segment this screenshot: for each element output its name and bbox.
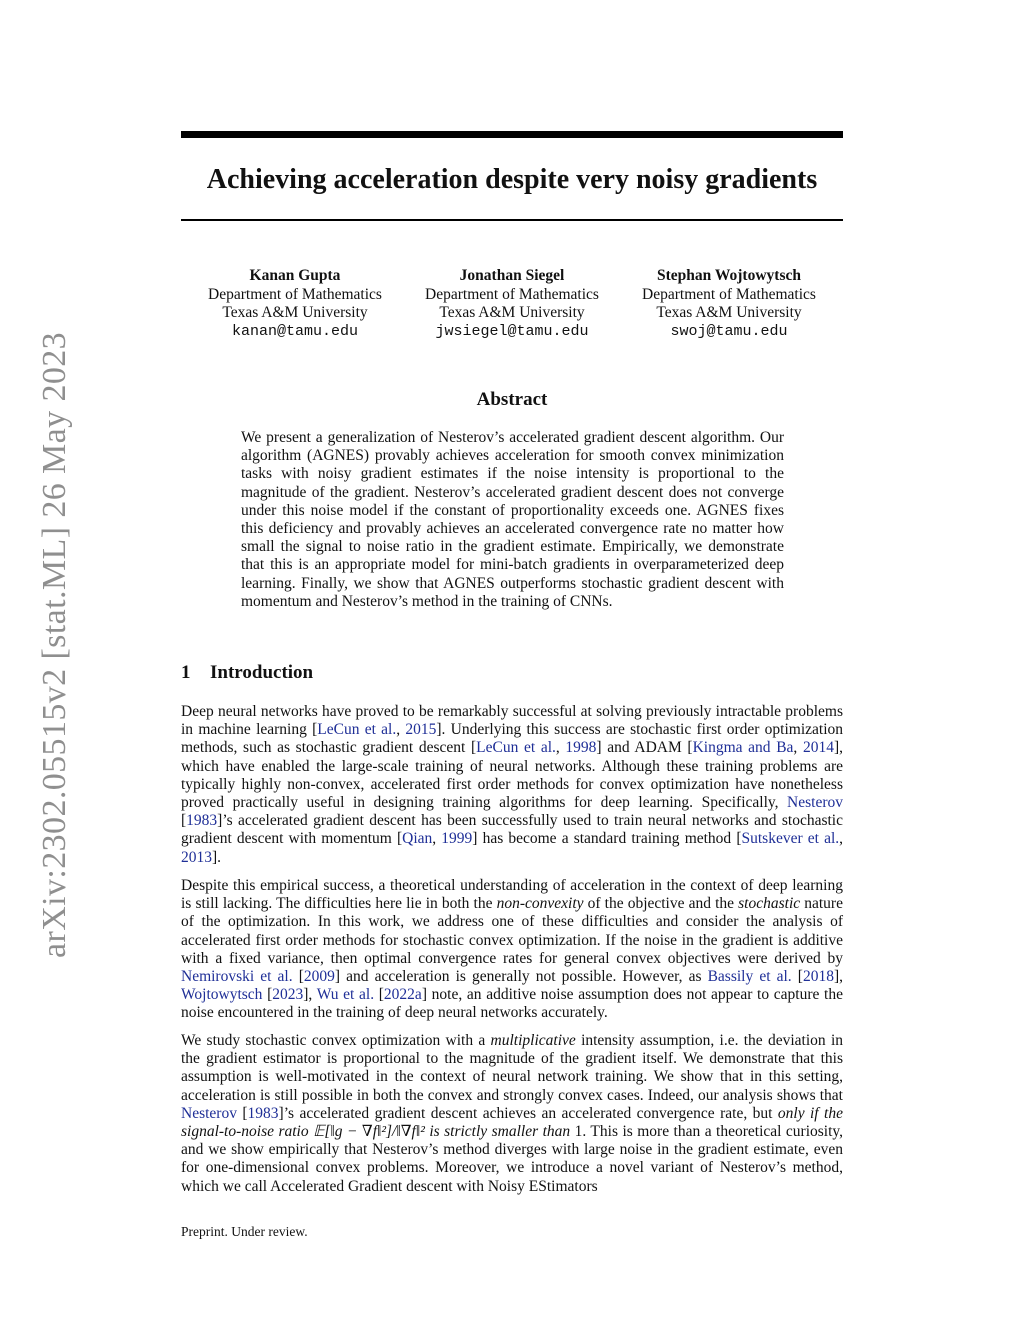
intro-paragraph bbox=[181, 703, 843, 867]
text-run: [ bbox=[236, 1104, 248, 1122]
abstract-text: We present a generalization of Nesterov’s accelerated gradient descent algorithm. Our algorithm (AGNES) provably achieves acceleration for smooth convex minimization tasks with noisy gradient estimates if the noise intensity is proportional to the magnitude of the gradient. Nesterov’s accelerated gradient descent does not converge under this noise model if the constant of proportionality exceeds one. AGNES fixes this deficiency and provably achieves an accelerated convergence rate no matter how small the signal to noise ratio in the gradient estimate. Empirically, we demonstrate that this is an appropriate model for mini-batch gradients in overparameterized deep learning. Finally, we show that AGNES outperforms stochastic gradient descent with momentum and Nesterov’s method in the training of CNNs. bbox=[241, 429, 784, 610]
citation-link[interactable]: Nesterov bbox=[181, 1104, 237, 1122]
text-run: [ bbox=[262, 986, 273, 1004]
author-university: Texas A&M University bbox=[656, 304, 802, 321]
footer-note: Preprint. Under review. bbox=[181, 1224, 308, 1239]
text-run: ], which have enabled the large-scale training of neural networks. Although these training problems are typically highly non-convex, accelerated first order methods for convex optimization have nonetheless proved practically useful in designing training algorithms for deep learning. Specifically, bbox=[181, 739, 843, 812]
citation-link[interactable]: LeCun et al. bbox=[476, 739, 556, 757]
text-run: ]. bbox=[212, 848, 222, 866]
text-run: Despite this empirical success, a theoretical understanding of acceleration in the context of deep learning is still lacking. The difficulties here lie in both the bbox=[181, 877, 843, 913]
citation-link[interactable]: 2015 bbox=[405, 721, 437, 739]
author-block bbox=[412, 267, 612, 341]
author-university: Texas A&M University bbox=[439, 304, 585, 321]
emphasis-text: multiplicative bbox=[490, 1032, 576, 1049]
citation-link[interactable]: Nesterov bbox=[787, 794, 843, 812]
author-department: Department of Mathematics bbox=[425, 285, 599, 303]
citation-link[interactable]: Sutskever et al. bbox=[741, 830, 840, 848]
text-run: [ bbox=[791, 968, 803, 986]
citation-link[interactable]: 1999 bbox=[441, 830, 473, 848]
text-run: ]’s accelerated gradient descent has been successfully used to train neural networks and stochastic gradient descent with momentum [ bbox=[181, 812, 843, 848]
text-run: ] and acceleration is generally not possible. However, as bbox=[334, 968, 708, 986]
text-run: [ bbox=[292, 968, 304, 986]
text-run: ] has become a standard training method [ bbox=[472, 830, 742, 848]
abstract-heading: Abstract bbox=[476, 389, 548, 410]
author-department: Department of Mathematics bbox=[208, 285, 382, 303]
citation-link[interactable]: 2018 bbox=[802, 968, 834, 986]
text-run: , bbox=[555, 739, 566, 757]
section-number: 1 bbox=[181, 662, 191, 683]
text-run: [ bbox=[181, 812, 187, 830]
text-run: , bbox=[839, 830, 843, 848]
intro-paragraph bbox=[181, 877, 843, 1023]
emphasis-text: stochastic bbox=[738, 895, 801, 913]
author-department: Department of Mathematics bbox=[642, 285, 816, 303]
text-run: . This is more than a theoretical curiosity, and we show empirically that Nesterov’s method diverges with large noise in the gradient estimate, even for one-dimensional convex problems. Moreover, we introduce a novel variant of Nesterov’s method, which we call Accelerated Gradient descent with Noisy EStimators bbox=[181, 1123, 844, 1195]
emphasis-text: non-convexity bbox=[496, 895, 584, 913]
citation-link[interactable]: Wojtowytsch bbox=[181, 986, 263, 1004]
author-university: Texas A&M University bbox=[222, 304, 368, 321]
text-run: , bbox=[432, 830, 442, 848]
text-run: of the objective and the bbox=[583, 895, 739, 913]
author-email: kanan@tamu.edu bbox=[231, 322, 359, 340]
author-name: Stephan Wojtowytsch bbox=[657, 267, 801, 284]
citation-link[interactable]: 2022a bbox=[383, 986, 422, 1004]
citation-link[interactable]: Nemirovski et al. bbox=[181, 968, 293, 986]
citation-link[interactable]: Qian bbox=[402, 830, 433, 848]
author-name: Jonathan Siegel bbox=[459, 267, 565, 284]
intro-paragraph bbox=[181, 1032, 843, 1196]
citation-link[interactable]: 2023 bbox=[272, 986, 304, 1004]
text-run: ]’s accelerated gradient descent achieves an accelerated convergence rate, but bbox=[278, 1104, 778, 1122]
author-name: Kanan Gupta bbox=[249, 267, 341, 284]
author-block bbox=[629, 267, 829, 341]
citation-link[interactable]: 1998 bbox=[565, 739, 597, 757]
citation-link[interactable]: 2009 bbox=[303, 968, 335, 986]
math-expression: 1 bbox=[574, 1123, 583, 1141]
citation-link[interactable]: LeCun et al. bbox=[317, 721, 397, 739]
section-heading bbox=[181, 661, 313, 685]
citation-link[interactable]: 1983 bbox=[247, 1104, 279, 1122]
text-run: ]. Underlying this success are stochastic first order optimization methods, such as stochastic gradient descent [ bbox=[181, 721, 844, 757]
citation-link[interactable]: Kingma and Ba bbox=[692, 739, 794, 757]
text-run: ] note, an additive noise assumption does not appear to capture the noise encountered in the training of deep neural networks accurately. bbox=[181, 986, 843, 1022]
citation-link[interactable]: Bassily et al. bbox=[707, 968, 792, 986]
text-run: We study stochastic convex optimization with a bbox=[181, 1032, 491, 1049]
text-run: nature of the optimization. In this work, we address one of these difficulties and consider the analysis of accelerated first order methods for stochastic convex optimization. If the noise in the gradient is additive with a fixed variance, then optimal convergence rates for general convex objectives were derived by bbox=[181, 895, 843, 967]
text-run: , bbox=[396, 721, 406, 739]
citation-link[interactable]: 2013 bbox=[181, 848, 212, 866]
text-run: [ bbox=[374, 986, 384, 1004]
author-email: jwsiegel@tamu.edu bbox=[435, 322, 589, 340]
emphasis-text: is strictly smaller than bbox=[429, 1123, 571, 1141]
title-top-rule bbox=[181, 131, 843, 138]
text-run: Deep neural networks have proved to be remarkably successful at solving previously intractable problems in machine learning [ bbox=[181, 703, 843, 739]
citation-link[interactable]: Wu et al. bbox=[316, 986, 375, 1004]
author-block bbox=[195, 267, 395, 341]
emphasis-text: only if the signal-to-noise ratio bbox=[181, 1104, 843, 1141]
text-run: intensity assumption, i.e. the deviation in the gradient estimator is proportional to the magnitude of the gradient itself. We demonstrate that this assumption is well-motivated in the context of neural network training. We show that in this setting, acceleration is still possible in both the convex and strongly convex cases. Indeed, our analysis shows that bbox=[181, 1032, 843, 1104]
text-run: ], bbox=[303, 986, 317, 1004]
text-run: ], bbox=[833, 968, 843, 986]
arxiv-identifier: arXiv:2302.05515v2 [stat.ML] 26 May 2023 bbox=[36, 331, 73, 958]
citation-link[interactable]: 2014 bbox=[802, 739, 834, 757]
title-bottom-rule bbox=[181, 219, 843, 221]
math-expression: 𝔼[‖g − ∇f‖²]/‖∇f‖² bbox=[313, 1123, 425, 1141]
text-run: , bbox=[793, 739, 803, 757]
paper-title: Achieving acceleration despite very noisy gradients bbox=[206, 164, 818, 195]
text-run: ] and ADAM [ bbox=[596, 739, 693, 757]
section-title: Introduction bbox=[210, 662, 314, 683]
author-email: swoj@tamu.edu bbox=[670, 322, 788, 340]
citation-link[interactable]: 1983 bbox=[186, 812, 218, 830]
